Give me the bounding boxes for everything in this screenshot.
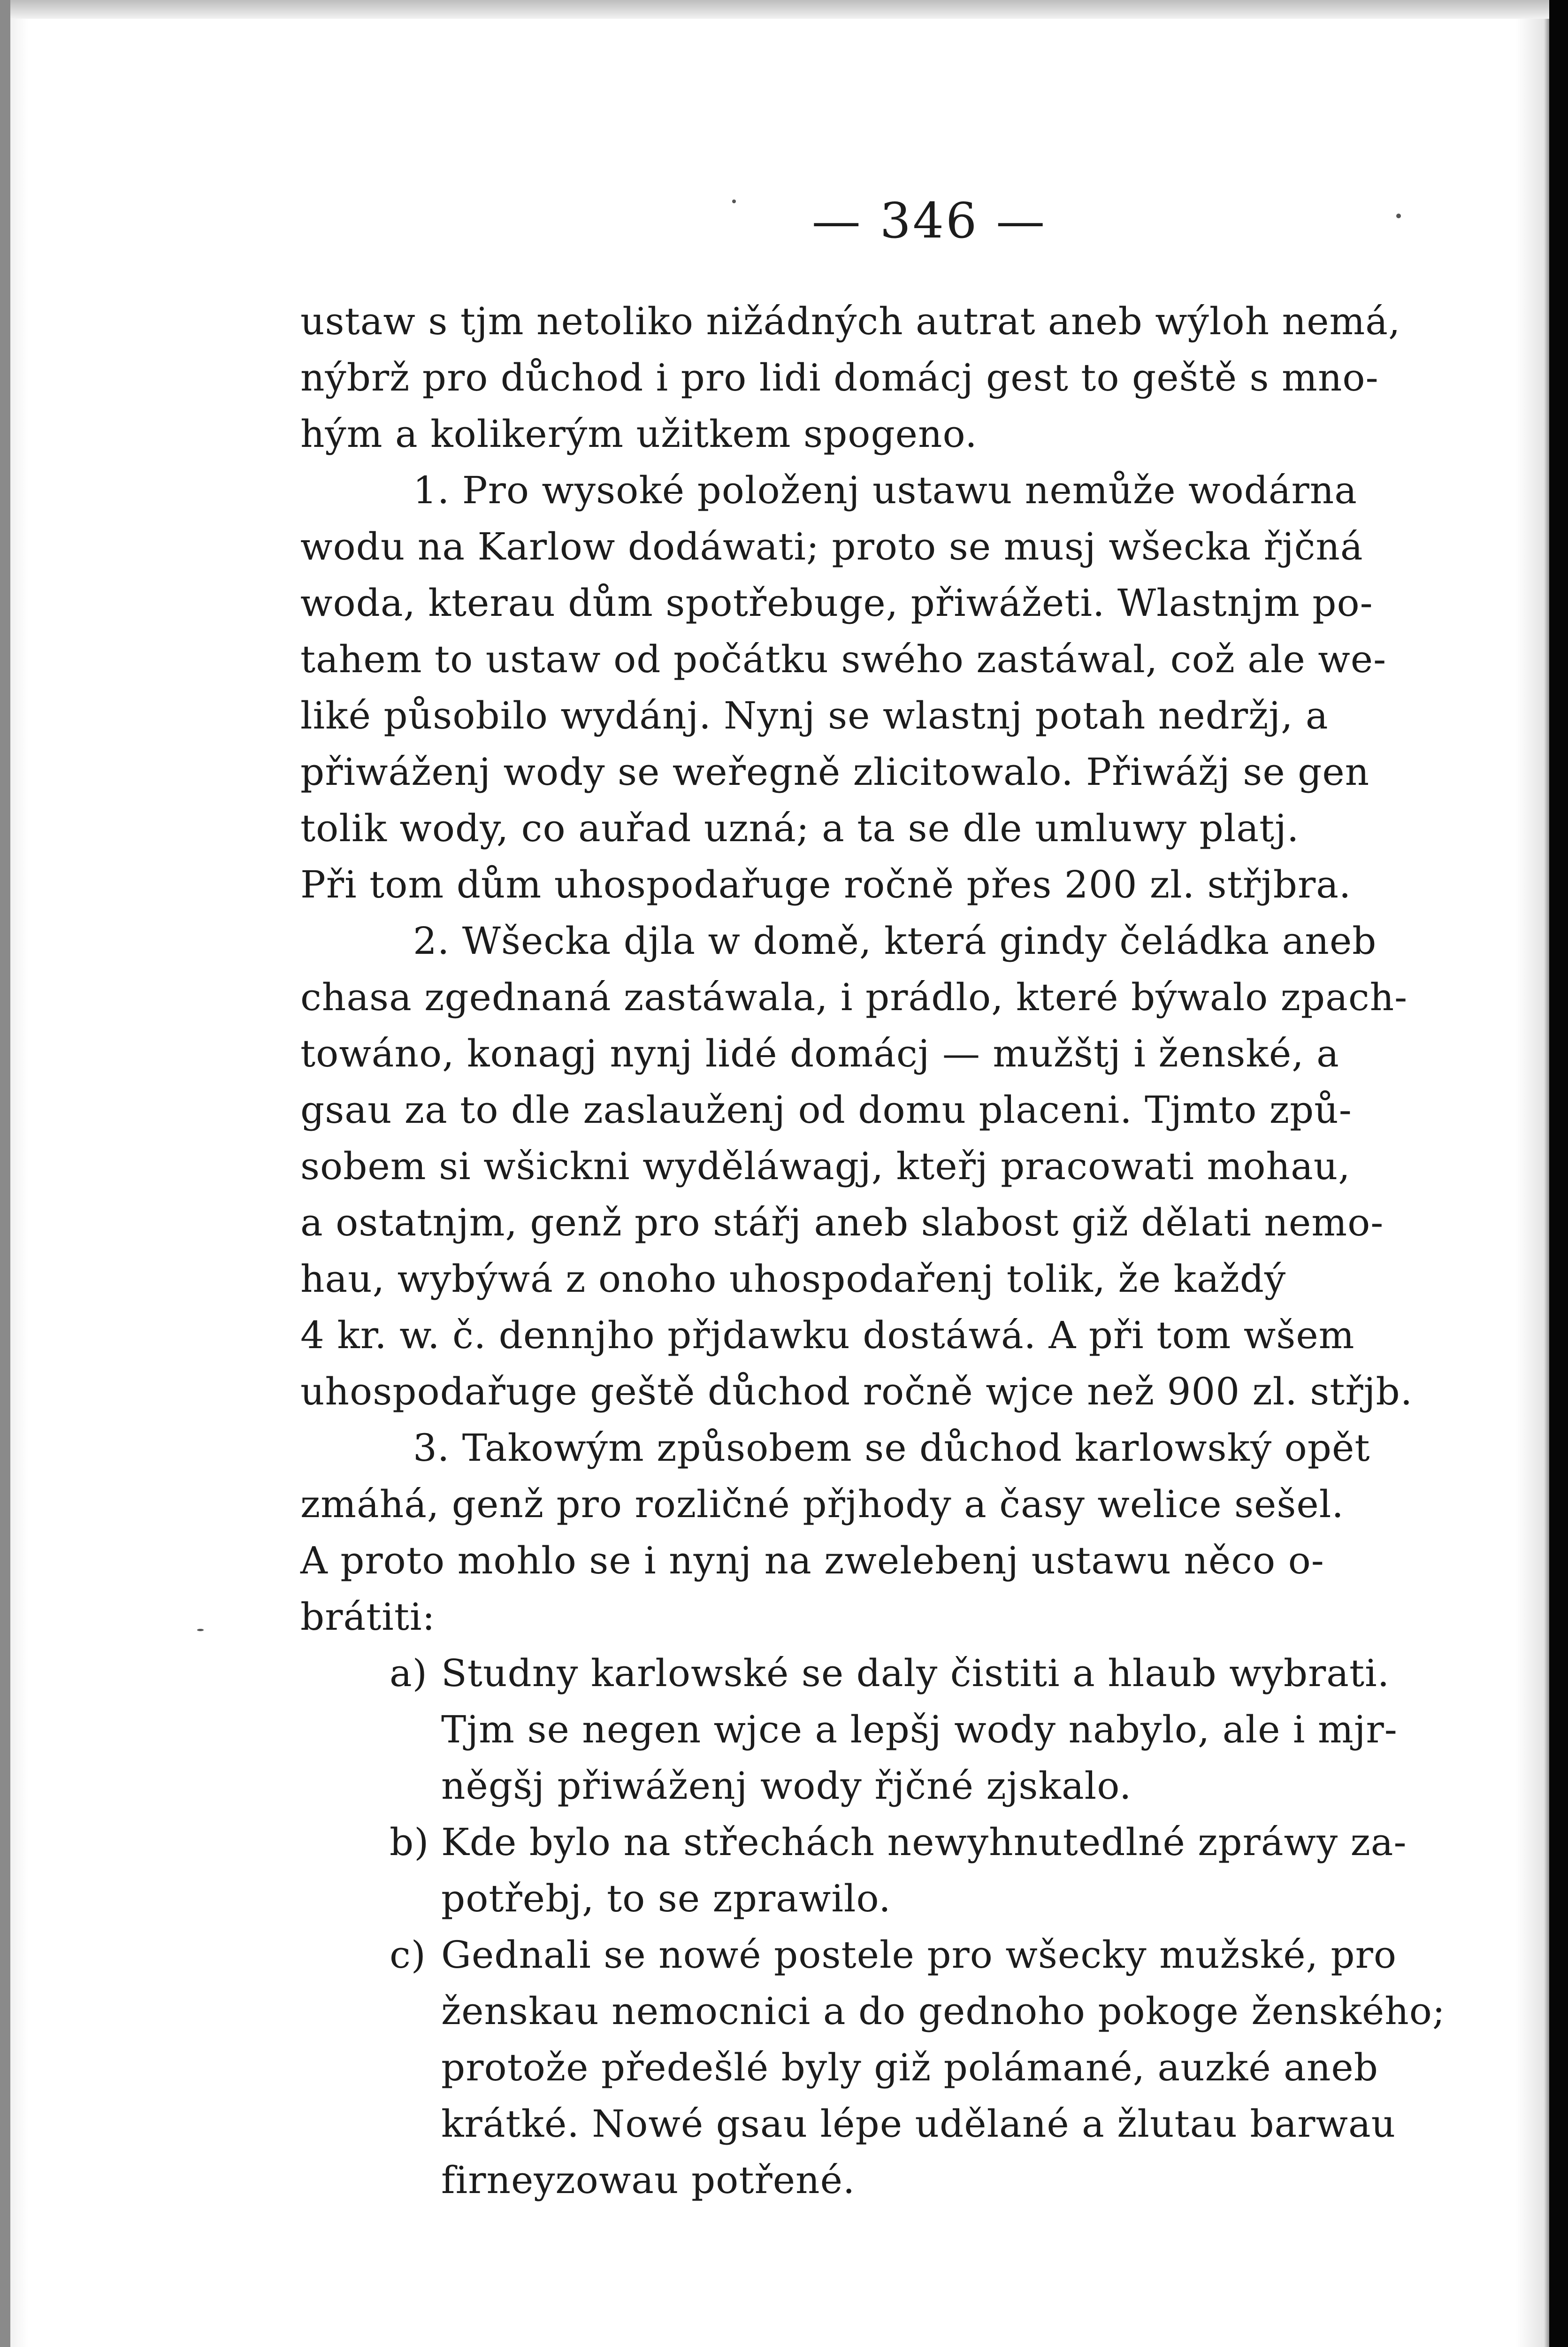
- list-marker: c): [390, 1933, 427, 1977]
- text-line: liké působilo wydánj. Nynj se wlastnj potah nedržj, a: [300, 694, 1329, 737]
- text-line: wodu na Karlow dodáwati; proto se musj wšecka řjčná: [300, 525, 1363, 568]
- text-line: brátiti:: [300, 1595, 436, 1639]
- list-marker: b): [390, 1820, 429, 1864]
- list-item-line: něgšj přiwáženj wody řjčné zjskalo.: [441, 1764, 1132, 1808]
- list-item-line: krátké. Nowé gsau lépe udělané a žlutau barwau: [441, 2102, 1396, 2146]
- list-item-line: potřebj, to se zprawilo.: [441, 1877, 891, 1920]
- list-item-c: [300, 1927, 1502, 2209]
- page-left-edge: [0, 0, 10, 2347]
- list-item-a: [300, 1645, 1502, 1814]
- text-line: hau, wybýwá z onoho uhospodařenj tolik, že každý: [300, 1257, 1286, 1301]
- text-line: chasa zgednaná zastáwala, i prádlo, které býwalo zpach-: [300, 975, 1408, 1019]
- text-line: nýbrž pro důchod i pro lidi domácj gest to geště s mno-: [300, 356, 1379, 399]
- list-item-b: [300, 1814, 1502, 1927]
- list-item-line: ženskau nemocnici a do gednoho pokoge ženského;: [441, 1989, 1446, 2033]
- list-item-line: [300, 1927, 1502, 1983]
- text-line: sobem si wšickni wyděláwagj, kteřj pracowati mohau,: [300, 1144, 1351, 1188]
- list-marker: a): [390, 1651, 428, 1695]
- text-line: gsau za to dle zaslauženj od domu placeni. Tjmto způ-: [300, 1088, 1352, 1132]
- list-item-text: Gednali se nowé postele pro wšecky mužské, pro: [441, 1933, 1397, 1977]
- paper-speck: [197, 1629, 204, 1631]
- text-line: tolik wody, co auřad uzná; a ta se dle umluwy platj.: [300, 806, 1300, 850]
- list-item-line: [300, 1814, 1502, 1871]
- list-item-line: protože předešlé byly giž polámané, auzké aneb: [441, 2046, 1378, 2089]
- list-item-line: firneyzowau potřené.: [441, 2158, 856, 2202]
- text-line: hým a kolikerým užitkem spogeno.: [300, 412, 978, 456]
- text-line: 4 kr. w. č. dennjho přjdawku dostáwá. A při tom wšem: [300, 1313, 1355, 1357]
- text-line: towáno, konagj nynj lidé domácj — mužštj i ženské, a: [300, 1032, 1339, 1075]
- text-line: přiwáženj wody se weřegně zlicitowalo. Přiwážj se gen: [300, 750, 1370, 794]
- list-item-text: Studny karlowské se daly čistiti a hlaub wybrati.: [441, 1651, 1390, 1695]
- page-top-edge: [0, 0, 1568, 19]
- paragraph-start-line: 3. Takowým způsobem se důchod karlowský opět: [413, 1426, 1370, 1470]
- text-line: a ostatnjm, genž pro stářj aneb slabost giž dělati nemo-: [300, 1201, 1384, 1244]
- page-text: [300, 185, 1502, 2209]
- list-item-line: Tjm se negen wjce a lepšj wody nabylo, ale i mjr-: [441, 1708, 1398, 1751]
- paragraph-start-line: 1. Pro wysoké položenj ustawu nemůže wodárna: [413, 468, 1357, 512]
- paragraph-start-line: 2. Wšecka djla w domě, která gindy čeládka aneb: [413, 919, 1377, 963]
- text-line: uhospodařuge geště důchod ročně wjce než 900 zl. střjb.: [300, 1370, 1413, 1413]
- text-line: ustaw s tjm netoliko nižádných autrat aneb wýloh nemá,: [300, 299, 1401, 343]
- text-line: woda, kterau dům spotřebuge, přiwážeti. Wlastnjm po-: [300, 581, 1373, 625]
- page-right-edge: [1549, 0, 1568, 2347]
- text-line: A proto mohlo se i nynj na zwelebenj ustawu něco o-: [300, 1539, 1324, 1582]
- text-line: tahem to ustaw od počátku swého zastáwal, což ale we-: [300, 637, 1387, 681]
- text-line: Při tom dům uhospodařuge ročně přes 200 zl. střjbra.: [300, 863, 1352, 906]
- list-item-line: [300, 1645, 1502, 1702]
- page-number: — 346 —: [811, 192, 1047, 249]
- list-item-text: Kde bylo na střechách newyhnutedlné zpráwy za-: [441, 1820, 1407, 1864]
- text-line: zmáhá, genž pro rozličné přjhody a časy welice sešel.: [300, 1482, 1344, 1526]
